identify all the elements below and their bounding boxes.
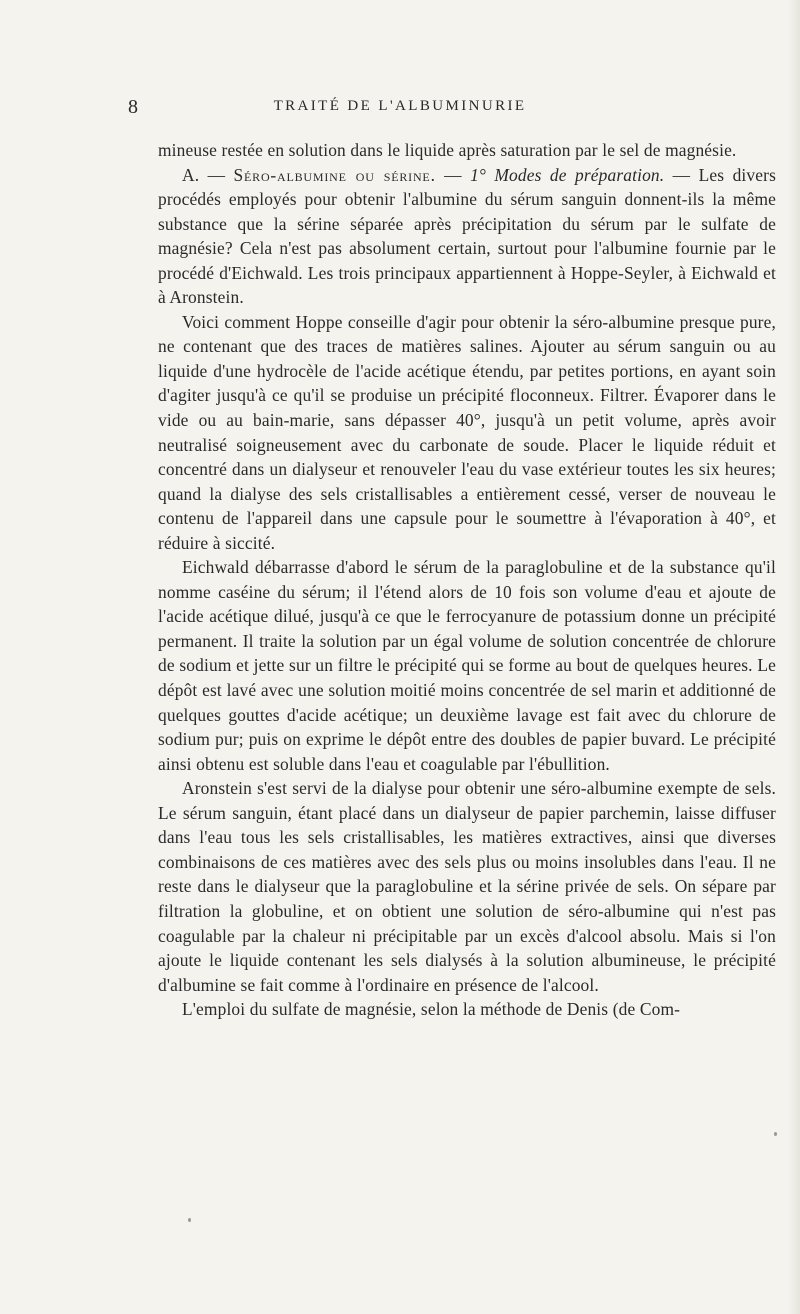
page-number: 8 <box>128 96 139 118</box>
paragraph-eichwald <box>158 555 776 776</box>
paragraph-text: mineuse restée en solution dans le liquide après saturation par le sel de magnésie. <box>158 140 737 160</box>
subheading: 1° Modes de préparation. <box>470 164 665 185</box>
paragraph-aronstein <box>158 776 776 997</box>
paragraph-hoppe <box>158 310 776 555</box>
page-header <box>0 96 800 120</box>
section-title: Séro-albumine ou sérine. <box>233 164 436 185</box>
paragraph-text: Aronstein s'est servi de la dialyse pour obtenir une séro-albumine exempte de sels. Le sérum sanguin, étant placé dans un dialyseur de papier parchemin, laisse diffuser dans l'eau tous les sels cristallisables, les matières extractives, ainsi que diverses combinaisons de ces matières avec des sels plus ou moins insolubles dans l'eau. Il ne reste dans le dialyseur que la paraglobuline et la sérine privée de sels. On sépare par filtration la globuline, et on obtient une solution de séro-albumine qui n'est pas coagulable par la chaleur ni précipitable par un excès d'alcool absolu. Mais si l'on ajoute le liquide contenant les sels dialysés à la solution albumineuse, le précipité d'albumine se fait comme à l'ordinaire en présence de l'alcool. <box>158 778 776 995</box>
body-text <box>158 138 776 1022</box>
page-edge-shadow <box>788 0 800 1314</box>
paragraph-text: Voici comment Hoppe conseille d'agir pour obtenir la séro-albumine presque pure, ne contenant que des traces de matières salines. Ajouter au sérum sanguin ou au liquide d'une hydrocèle de l'acide acétique étendu, par petites portions, en ayant soin d'agiter jusqu'à ce qu'il se produise un précipité floconneux. Filtrer. Évaporer dans le vide ou au bain-marie, sans dépasser 40°, jusqu'à un petit volume, après avoir neutralisé soigneusement avec du carbonate de soude. Placer le liquide réduit et concentré dans un dialyseur et renouveler l'eau du vase extérieur toutes les six heures; quand la dialyse des sels cristallisables a entièrement cessé, verser de nouveau le contenu de l'appareil dans une capsule pour le soumettre à l'évaporation à 40°, et réduire à siccité. <box>158 311 776 553</box>
paragraph-text: L'emploi du sulfate de magnésie, selon la méthode de Denis (de Com- <box>182 999 681 1020</box>
paragraph-text: Les divers procédés employés pour obtenir l'albumine du sérum sanguin donnent-ils la même substance que la sérine séparée après précipitation du sérum par le sulfate de magnésie? Cela n'est pas absolument certain, surtout pour l'albumine fournie par le procédé d'Eichwald. Les trois principaux appartiennent à Hoppe-Seyler, à Eichwald et à Aronstein. <box>158 164 776 308</box>
section-label: A. — <box>182 164 234 185</box>
running-title: TRAITÉ DE L'ALBUMINURIE <box>273 98 527 114</box>
paragraph-section-a: A. — Séro-albumine ou sérine. — 1° Modes de préparation. — Les divers procédés employés pour obtenir l'albumine du sérum sanguin donnent-ils la même substance que la sérine séparée après précipitation du sérum par le sulfate de magnésie? Cela n'est pas absolument certain, surtout pour l'albumine fournie par le procédé d'Eichwald. Les trois principaux appartiennent à Hoppe-Seyler, à Eichwald et à Aronstein. <box>158 164 776 308</box>
paragraph-continuation <box>158 138 776 163</box>
paper-speck <box>774 1132 777 1136</box>
paragraph-denis <box>158 997 776 1022</box>
paragraph-text: Eichwald débarrasse d'abord le sérum de la paraglobuline et de la substance qu'il nomme caséine du sérum; il l'étend alors de 10 fois son volume d'eau et ajoute de l'acide acétique dilué, jusqu'à ce que le ferrocyanure de potassium donne un précipité permanent. Il traite la solution par un égal volume de solution concentrée de chlorure de sodium et jette sur un filtre le précipité qui se forme au bout de quelques heures. Le dépôt est lavé avec une solution moitié moins concentrée de sel marin et additionné de quelques gouttes d'acide acétique; un deuxième lavage est fait avec du chlorure de sodium pur; puis on exprime le dépôt entre des doubles de papier buvard. Le précipité ainsi obtenu est soluble dans l'eau et coagulable par l'ébullition. <box>158 557 776 774</box>
paper-speck <box>188 1218 191 1222</box>
